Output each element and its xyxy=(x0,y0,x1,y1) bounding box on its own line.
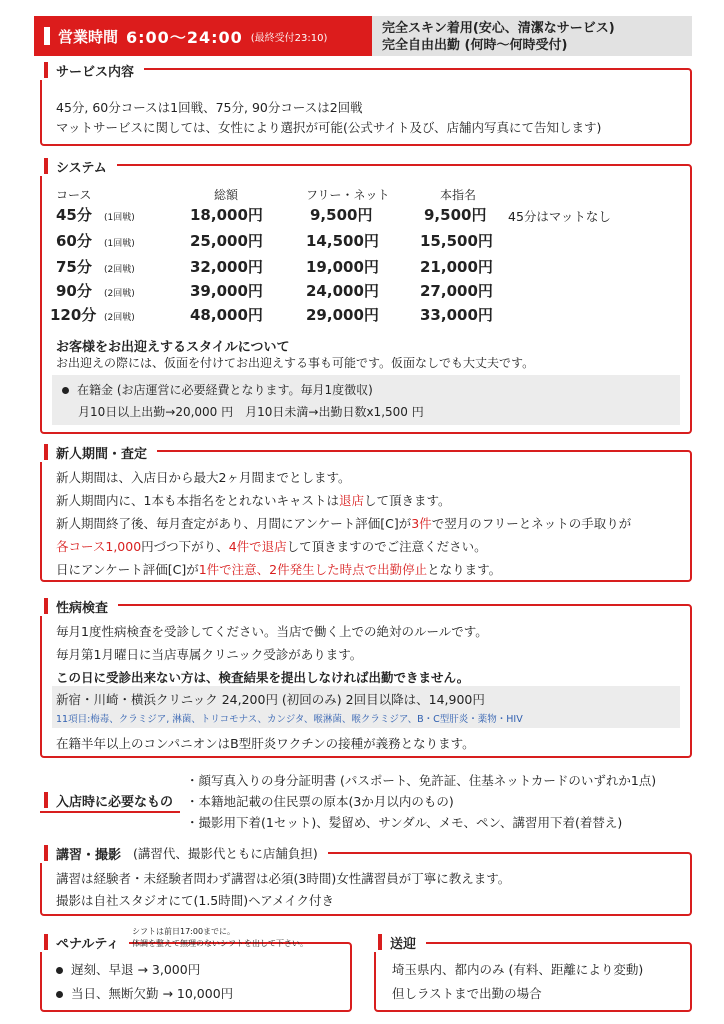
row-free: 9,500円 xyxy=(310,206,373,224)
vaccine-line: 在籍半年以上のコンパニオンはB型肝炎ワクチンの接種が義務となります。 xyxy=(56,736,475,751)
feature-line: 完全自由出勤 (何時〜何時受付) xyxy=(382,38,568,53)
row-bouts: (1回戦) xyxy=(104,213,135,223)
row-total: 48,000円 xyxy=(190,306,263,324)
row-course: 60分 xyxy=(56,232,92,250)
hours-note: (最終受付23:10) xyxy=(250,32,328,44)
row-bouts: (1回戦) xyxy=(104,239,135,249)
training-line: 講習は経験者・未経験者問わず講習は必須(3時間)女性講習員が丁寧に教えます。 xyxy=(56,871,511,886)
row-free: 14,500円 xyxy=(306,232,379,250)
row-total: 39,000円 xyxy=(190,282,263,300)
table-header-course: コース xyxy=(56,188,92,202)
penalty-note: 体調を整えて無理のないシフトを出して下さい。 xyxy=(132,939,308,948)
newcomer-line: 日にアンケート評価[C]が1件で注意、2件発生した時点で出勤停止となります。 xyxy=(56,562,502,577)
required-item: ・本籍地記載の住民票の原本(3か月以内のもの) xyxy=(186,794,454,809)
training-title: 講習・撮影 (講習代、撮影代ともに店舗負担) xyxy=(38,843,328,863)
table-header-total: 総額 xyxy=(214,188,239,202)
required-underline xyxy=(40,811,180,813)
row-nominate: 33,000円 xyxy=(420,306,493,324)
std-line: 毎月第1月曜日に当店専属クリニック受診があります。 xyxy=(56,647,363,662)
pickup-line: 但しラストまで出勤の場合 xyxy=(392,986,542,1001)
required-title: 入店時に必要なもの xyxy=(38,790,183,810)
fee-line: 月10日以上出勤→20,000 円 月10日未満→出勤日数x1,500 円 xyxy=(78,405,424,419)
bullet-icon xyxy=(56,991,63,998)
penalty-note: シフトは前日17:00までに。 xyxy=(132,927,236,936)
row-nominate: 21,000円 xyxy=(420,258,493,276)
system-title: システム xyxy=(38,156,117,176)
penalty-title: ペナルティ xyxy=(38,932,129,952)
required-item: ・顔写真入りの身分証明書 (パスポート、免許証、住基ネットカードのいずれか1点) xyxy=(186,773,657,788)
row-course: 45分 xyxy=(56,206,92,224)
row-free: 24,000円 xyxy=(306,282,379,300)
hours-label: 営業時間 xyxy=(58,27,119,46)
training-line: 撮影は自社スタジオにて(1.5時間)ヘアメイク付き xyxy=(56,893,335,908)
row-bouts: (2回戦) xyxy=(104,265,135,275)
feature-line: 完全スキン着用(安心、清潔なサービス) xyxy=(382,21,615,36)
fee-line: 在籍金 (お店運営に必要経費となります。毎月1度徴収) xyxy=(62,381,373,398)
newcomer-line: 各コース1,000円づつ下がり、4件で退店して頂きますのでご注意ください。 xyxy=(56,539,487,554)
row-course: 120分 xyxy=(50,306,97,324)
row-note: 45分はマットなし xyxy=(508,209,611,224)
service-title: サービス内容 xyxy=(38,60,144,80)
newcomer-line: 新人期間は、入店日から最大2ヶ月間までとします。 xyxy=(56,470,351,485)
row-total: 18,000円 xyxy=(190,206,263,224)
style-text: お出迎えの際には、仮面を付けてお出迎えする事も可能です。仮面なしでも大丈夫です。 xyxy=(56,356,535,370)
business-hours-banner xyxy=(34,16,372,56)
row-free: 29,000円 xyxy=(306,306,379,324)
style-heading: お客様をお出迎えするスタイルについて xyxy=(56,340,290,355)
newcomer-line: 新人期間終了後、毎月査定があり、月間にアンケート評価[C]が3件で翌月のフリーとネットの手取りが xyxy=(56,516,632,531)
clinic-price: 新宿・川崎・横浜クリニック 24,200円 (初回のみ) 2回目以降は、14,900円 xyxy=(56,692,485,707)
test-items: 11項目:梅毒、クラミジア, 淋菌、トリコモナス、カンジタ、喉淋菌、喉クラミジア、B・C型肝炎・薬物・HIV xyxy=(56,714,523,725)
row-nominate: 15,500円 xyxy=(420,232,493,250)
bullet-icon xyxy=(56,967,63,974)
table-header-free: フリー・ネット xyxy=(306,188,390,202)
row-free: 19,000円 xyxy=(306,258,379,276)
row-nominate: 9,500円 xyxy=(424,206,487,224)
std-title: 性病検査 xyxy=(38,596,118,616)
required-item: ・撮影用下着(1セット)、髪留め、サンダル、メモ、ペン、講習用下着(着替え) xyxy=(186,815,623,830)
row-bouts: (2回戦) xyxy=(104,289,135,299)
pickup-line: 埼玉県内、都内のみ (有料、距離により変動) xyxy=(392,962,644,977)
row-total: 25,000円 xyxy=(190,232,263,250)
row-course: 75分 xyxy=(56,258,92,276)
hours-time: 6:00〜24:00 xyxy=(126,27,243,47)
std-line: 毎月1度性病検査を受診してください。当店で働く上での絶対のルールです。 xyxy=(56,624,488,639)
bullet-icon xyxy=(62,387,69,394)
table-header-nominate: 本指名 xyxy=(440,188,477,202)
row-total: 32,000円 xyxy=(190,258,263,276)
std-line: この日に受診出来ない方は、検査結果を提出しなければ出勤できません。 xyxy=(56,670,470,685)
penalty-item: 遅刻、早退 → 3,000円 xyxy=(56,960,200,978)
row-bouts: (2回戦) xyxy=(104,313,135,323)
newcomer-title: 新人期間・査定 xyxy=(38,442,157,462)
pickup-title: 送迎 xyxy=(372,932,426,952)
penalty-item: 当日、無断欠勤 → 10,000円 xyxy=(56,984,233,1002)
row-course: 90分 xyxy=(56,282,92,300)
service-line: マットサービスに関しては、女性により選択が可能(公式サイト及び、店舗内写真にて告知します) xyxy=(56,120,602,135)
bullet-mark xyxy=(44,27,50,45)
newcomer-line: 新人期間内に、1本も本指名をとれないキャストは退店して頂きます。 xyxy=(56,493,451,508)
row-nominate: 27,000円 xyxy=(420,282,493,300)
service-line: 45分, 60分コースは1回戦、75分, 90分コースは2回戦 xyxy=(56,100,363,115)
header-features xyxy=(372,16,692,56)
